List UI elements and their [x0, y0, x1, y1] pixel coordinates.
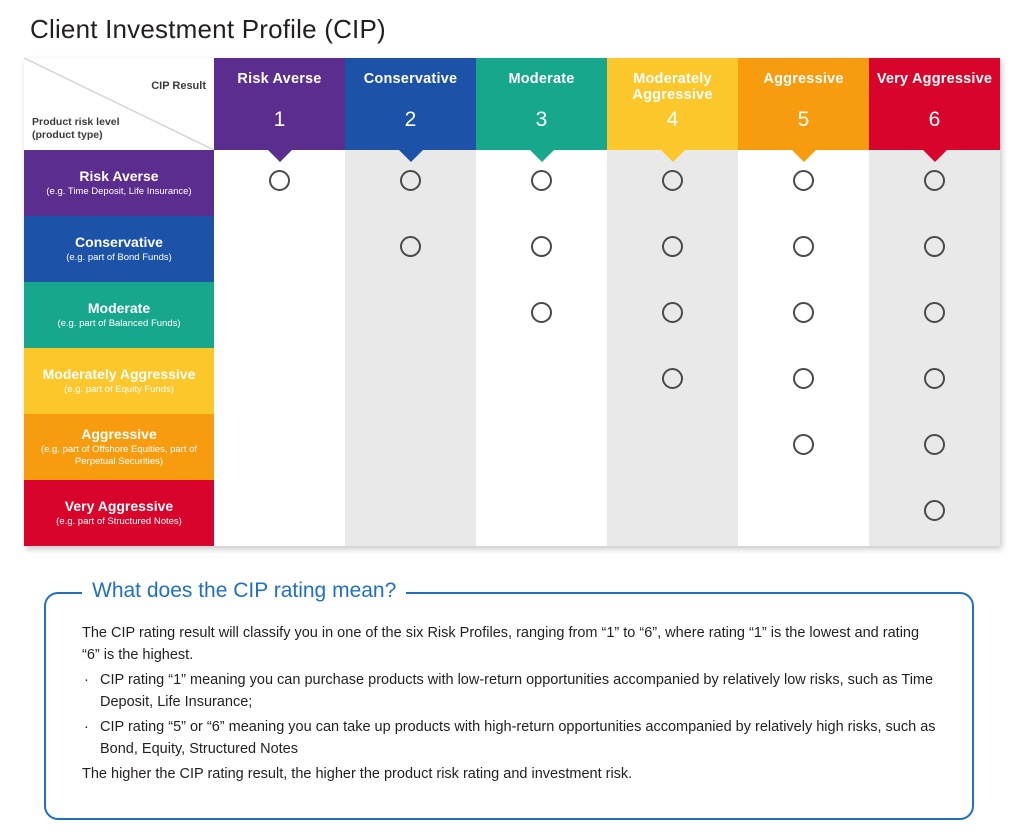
column-header-notch: [923, 150, 947, 162]
row-header-2: [24, 216, 214, 282]
explanation-bullet-1-text: CIP rating “1” meaning you can purchase products with low-return opportunities accompanied by relatively low risks, such as Time Deposit, Life Insurance;: [100, 671, 934, 711]
circle-marker-icon: [400, 170, 421, 191]
matrix-cell-r3-c2[interactable]: [345, 282, 476, 348]
circle-marker-icon: [662, 170, 683, 191]
matrix-cell-r2-c3[interactable]: [476, 216, 607, 282]
corner-product-risk-line1: Product risk level: [32, 115, 120, 128]
column-header-label: Moderate: [508, 71, 575, 87]
page-title: Client Investment Profile (CIP): [30, 14, 386, 44]
matrix-cell-r2-c1[interactable]: [214, 216, 345, 282]
column-header-6: [869, 58, 1000, 150]
matrix-row: [24, 414, 1000, 480]
row-header-label: Conservative: [75, 233, 163, 250]
column-header-notch: [530, 150, 554, 162]
row-header-5: [24, 414, 214, 480]
matrix-row: [24, 216, 1000, 282]
explanation-paragraph-1: The CIP rating result will classify you in one of the six Risk Profiles, ranging from “1” to “6”, where rating “1” is the lowest and rating “6” is the highest.: [82, 625, 920, 664]
row-header-sublabel: (e.g. part of Structured Notes): [56, 516, 182, 528]
explanation-bullet-1: [82, 669, 938, 714]
matrix-cell-r3-c3[interactable]: [476, 282, 607, 348]
matrix-cell-r3-c1[interactable]: [214, 282, 345, 348]
explanation-bullet-2: [82, 716, 938, 761]
matrix-cell-r4-c4[interactable]: [607, 348, 738, 414]
matrix-cell-r3-c4[interactable]: [607, 282, 738, 348]
circle-marker-icon: [924, 170, 945, 191]
matrix-body: [24, 150, 1000, 546]
row-header-label: Aggressive: [81, 426, 157, 443]
row-header-sublabel: (e.g. part of Offshore Equities, part of Perpetual Securities): [40, 444, 198, 467]
circle-marker-icon: [531, 170, 552, 191]
circle-marker-icon: [924, 368, 945, 389]
circle-marker-icon: [269, 170, 290, 191]
row-header-label: Moderately Aggressive: [42, 365, 196, 382]
row-header-label: Moderate: [87, 299, 151, 316]
column-header-number: 2: [404, 108, 417, 131]
row-header-6: [24, 480, 214, 546]
column-header-label: Risk Averse: [237, 71, 322, 87]
matrix-cell-r6-c1[interactable]: [214, 480, 345, 546]
circle-marker-icon: [793, 302, 814, 323]
column-header-notch: [399, 150, 423, 162]
corner-product-risk-label: [32, 116, 120, 142]
column-header-label: Moderately Aggressive: [632, 71, 713, 104]
circle-marker-icon: [531, 236, 552, 257]
bullet-marker-icon: ·: [84, 671, 89, 688]
matrix-cell-r4-c5[interactable]: [738, 348, 869, 414]
column-header-notch: [268, 150, 292, 162]
circle-marker-icon: [924, 500, 945, 521]
matrix-cell-r5-c4[interactable]: [607, 414, 738, 480]
matrix-cell-r2-c2[interactable]: [345, 216, 476, 282]
matrix-cell-r2-c5[interactable]: [738, 216, 869, 282]
column-header-2: [345, 58, 476, 150]
cip-matrix: [24, 58, 1000, 546]
matrix-cell-r6-c5[interactable]: [738, 480, 869, 546]
row-header-label: Very Aggressive: [64, 497, 174, 514]
matrix-cell-r6-c2[interactable]: [345, 480, 476, 546]
column-header-5: [738, 58, 869, 150]
row-header-3: [24, 282, 214, 348]
matrix-cell-r5-c3[interactable]: [476, 414, 607, 480]
corner-cip-result-label: CIP Result: [151, 80, 206, 92]
circle-marker-icon: [924, 302, 945, 323]
matrix-cell-r6-c6[interactable]: [869, 480, 1000, 546]
row-header-4: [24, 348, 214, 414]
column-header-label: Very Aggressive: [876, 71, 993, 87]
matrix-cell-r5-c2[interactable]: [345, 414, 476, 480]
column-header-3: [476, 58, 607, 150]
column-header-number: 1: [273, 108, 286, 131]
circle-marker-icon: [924, 434, 945, 455]
row-header-1: [24, 150, 214, 216]
circle-marker-icon: [793, 236, 814, 257]
row-header-sublabel: (e.g. Time Deposit, Life Insurance): [46, 186, 192, 198]
matrix-row: [24, 282, 1000, 348]
explanation-paragraph-2: The higher the CIP rating result, the higher the product risk rating and investment risk.: [82, 765, 633, 782]
matrix-cell-r4-c1[interactable]: [214, 348, 345, 414]
circle-marker-icon: [662, 236, 683, 257]
circle-marker-icon: [793, 434, 814, 455]
matrix-row: [24, 348, 1000, 414]
column-header-number: 4: [666, 108, 679, 131]
bullet-marker-icon: ·: [84, 718, 89, 735]
matrix-cell-r3-c6[interactable]: [869, 282, 1000, 348]
column-header-label: Conservative: [363, 71, 458, 87]
column-header-label: Aggressive: [763, 71, 844, 87]
matrix-cell-r5-c1[interactable]: [214, 414, 345, 480]
circle-marker-icon: [531, 302, 552, 323]
matrix-cell-r2-c6[interactable]: [869, 216, 1000, 282]
column-header-1: [214, 58, 345, 150]
circle-marker-icon: [793, 170, 814, 191]
matrix-cell-r4-c6[interactable]: [869, 348, 1000, 414]
explanation-body: [46, 594, 972, 785]
row-header-label: Risk Averse: [79, 167, 159, 184]
circle-marker-icon: [662, 368, 683, 389]
explanation-box: [44, 579, 974, 820]
matrix-row: [24, 150, 1000, 216]
explanation-title: What does the CIP rating mean?: [82, 579, 406, 603]
column-header-number: 6: [928, 108, 941, 131]
matrix-cell-r5-c5[interactable]: [738, 414, 869, 480]
matrix-corner-cell: [24, 58, 214, 150]
circle-marker-icon: [924, 236, 945, 257]
column-header-4: [607, 58, 738, 150]
matrix-header-row: [24, 58, 1000, 150]
circle-marker-icon: [793, 368, 814, 389]
matrix-cell-r2-c4[interactable]: [607, 216, 738, 282]
explanation-bullet-2-text: CIP rating “5” or “6” meaning you can take up products with high-return opportunities accompanied by relatively high risks, such as Bond, Equity, Structured Notes: [100, 718, 936, 758]
column-header-number: 3: [535, 108, 548, 131]
row-header-sublabel: (e.g. part of Equity Funds): [64, 384, 174, 396]
row-header-sublabel: (e.g. part of Bond Funds): [66, 252, 172, 264]
column-header-number: 5: [797, 108, 810, 131]
matrix-cell-r5-c6[interactable]: [869, 414, 1000, 480]
matrix-cell-r6-c3[interactable]: [476, 480, 607, 546]
circle-marker-icon: [400, 236, 421, 257]
matrix-cell-r6-c4[interactable]: [607, 480, 738, 546]
column-header-notch: [661, 150, 685, 162]
matrix-cell-r4-c2[interactable]: [345, 348, 476, 414]
row-header-sublabel: (e.g. part of Balanced Funds): [57, 318, 181, 330]
matrix-cell-r3-c5[interactable]: [738, 282, 869, 348]
corner-product-risk-line2: (product type): [32, 128, 103, 141]
matrix-cell-r4-c3[interactable]: [476, 348, 607, 414]
matrix-row: [24, 480, 1000, 546]
circle-marker-icon: [662, 302, 683, 323]
column-header-notch: [792, 150, 816, 162]
